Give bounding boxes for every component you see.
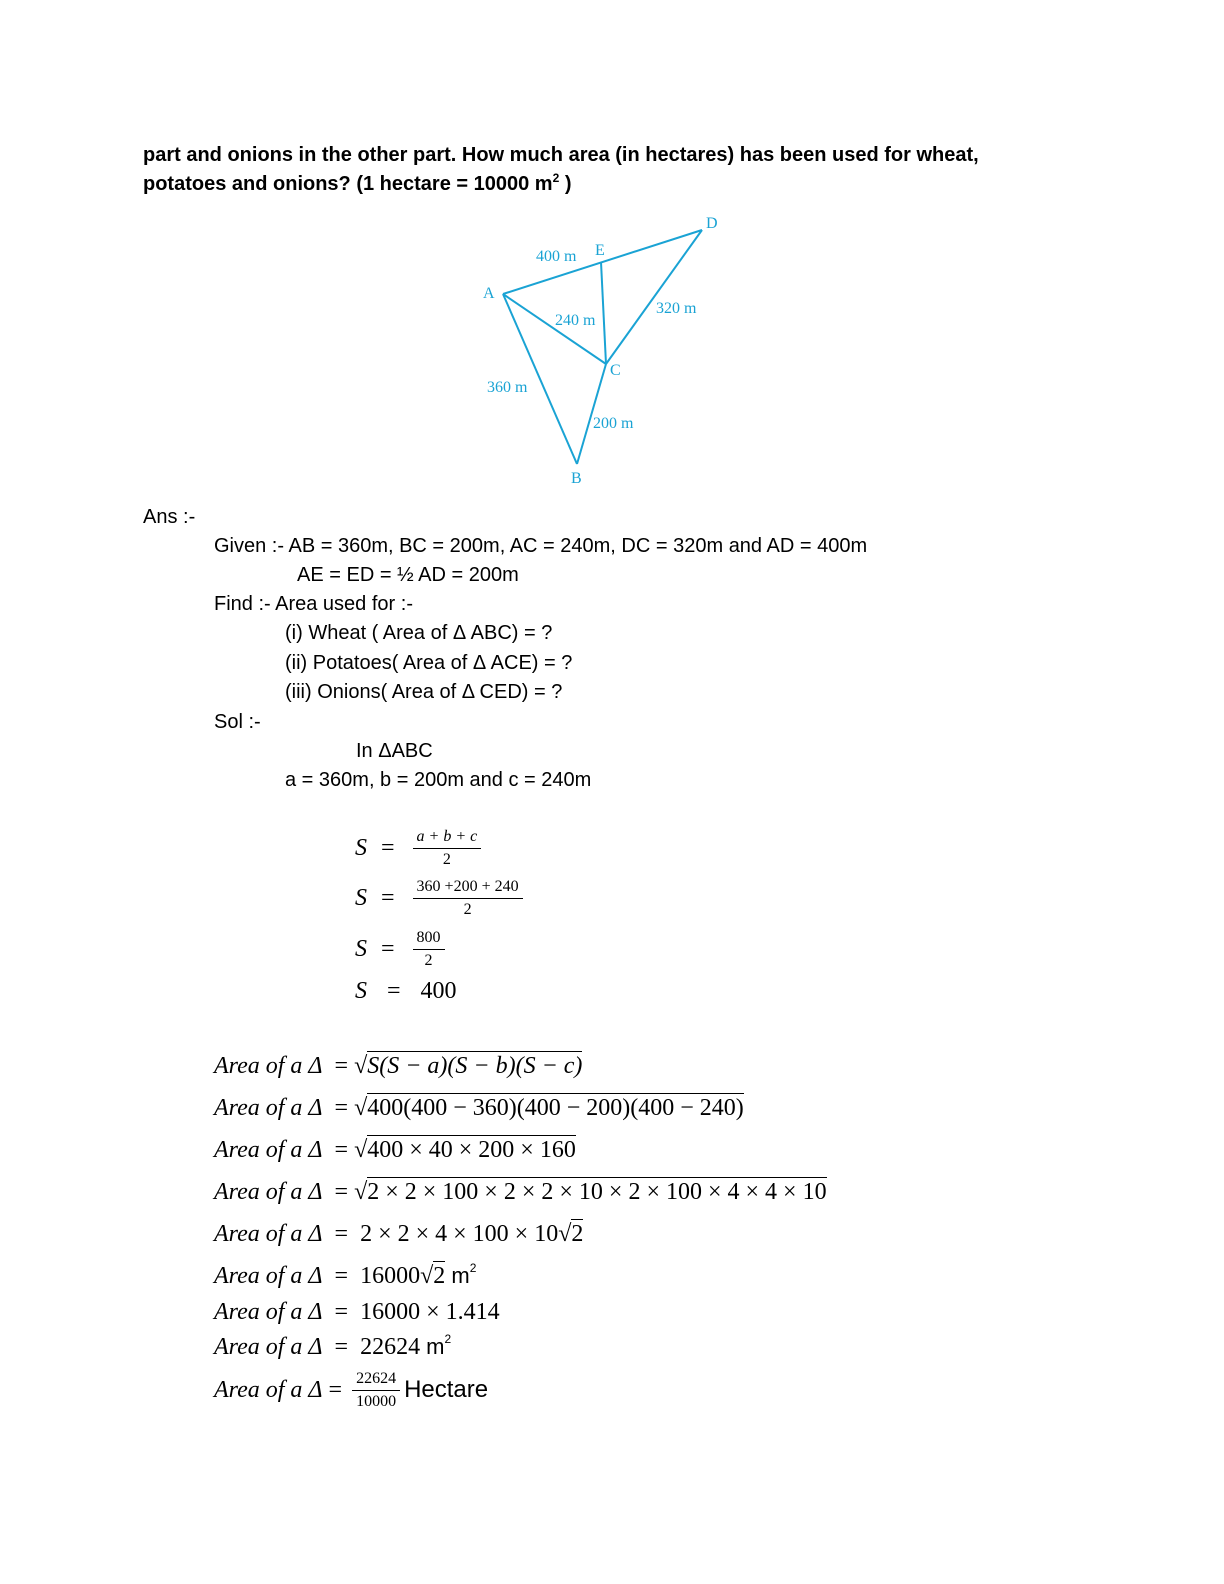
- radicand: 2: [571, 1221, 584, 1247]
- sqrt: √400(400 − 360)(400 − 200)(400 − 240): [354, 1095, 744, 1121]
- denominator: 2: [463, 900, 472, 918]
- denominator: 2: [442, 850, 451, 868]
- radicand: 2: [433, 1263, 446, 1289]
- equals: =: [334, 1179, 349, 1205]
- denominator: 2: [424, 951, 433, 969]
- point-c-label: C: [610, 362, 621, 379]
- in-triangle-line: In ΔABC: [356, 740, 433, 762]
- sqrt: √S(S − a)(S − b)(S − c): [354, 1053, 583, 1079]
- area-lhs: Area of a Δ: [214, 1095, 323, 1121]
- question-line-2: [143, 173, 571, 196]
- s-var: S: [355, 884, 367, 911]
- radicand: S(S − a)(S − b)(S − c): [367, 1053, 583, 1079]
- label-bc: 200 m: [593, 415, 634, 432]
- equals: =: [387, 978, 401, 1004]
- s-result: [355, 978, 457, 1005]
- unit-superscript: 2: [469, 1261, 477, 1275]
- question-text-end: ): [559, 173, 572, 195]
- s-var: S: [355, 935, 367, 962]
- unit: Hectare: [404, 1376, 489, 1403]
- point-b-label: B: [571, 470, 582, 487]
- radicand: 2 × 2 × 100 × 2 × 2 × 10 × 2 × 100 × 4 × 4 × 10: [367, 1179, 827, 1205]
- unit: m: [420, 1334, 445, 1359]
- area-step-1: [214, 1053, 582, 1080]
- area-lhs: Area of a Δ: [214, 1137, 323, 1163]
- equals: =: [334, 1095, 349, 1121]
- area-lhs: Area of a Δ: [214, 1179, 323, 1205]
- s-step-2: [355, 876, 527, 920]
- equals: =: [381, 935, 395, 962]
- area-step-7: [214, 1299, 500, 1326]
- s-var: S: [355, 834, 367, 861]
- area-step-8: [214, 1334, 451, 1361]
- fraction: [413, 828, 482, 869]
- s-value: 400: [420, 978, 457, 1004]
- area-step-9: [214, 1368, 488, 1412]
- area-lhs: Area of a Δ: [214, 1053, 323, 1079]
- area-step-6: [214, 1263, 476, 1290]
- fraction: [352, 1370, 400, 1411]
- numerator: 360 +200 + 240: [413, 878, 523, 899]
- triangle-figure: [470, 205, 740, 495]
- find-item-wheat: (i) Wheat ( Area of Δ ABC) = ?: [285, 622, 553, 644]
- equals: =: [334, 1334, 349, 1360]
- equals: =: [334, 1221, 349, 1247]
- label-cd: 320 m: [656, 300, 697, 317]
- label-ab: 360 m: [487, 379, 528, 396]
- fraction: [413, 878, 523, 919]
- area-step-3: [214, 1137, 576, 1164]
- label-ac: 240 m: [555, 312, 596, 329]
- sqrt: √2 × 2 × 100 × 2 × 2 × 10 × 2 × 100 × 4 × 4 × 10: [354, 1179, 827, 1205]
- equals: =: [334, 1299, 349, 1325]
- sides-line: a = 360m, b = 200m and c = 240m: [285, 769, 592, 791]
- equals: =: [381, 834, 395, 861]
- value: 16000 × 1.414: [360, 1299, 500, 1325]
- unit-superscript: 2: [444, 1332, 452, 1346]
- denominator: 10000: [356, 1392, 397, 1410]
- sqrt: √2: [558, 1221, 584, 1247]
- s-var: S: [355, 978, 367, 1004]
- area-step-5: [214, 1221, 583, 1248]
- ans-label: Ans :-: [143, 506, 196, 528]
- s-step-3: [355, 927, 449, 971]
- sol-label: Sol :-: [214, 711, 261, 733]
- point-a-label: A: [483, 285, 495, 302]
- superscript: 2: [552, 171, 560, 185]
- point-d-label: D: [706, 215, 718, 232]
- area-lhs: Area of a Δ: [214, 1263, 323, 1289]
- coefficient: 16000: [360, 1263, 421, 1289]
- area-lhs: Area of a Δ: [214, 1376, 323, 1403]
- area-lhs: Area of a Δ: [214, 1299, 323, 1325]
- value: 22624: [360, 1334, 421, 1360]
- numerator: a + b + c: [413, 828, 482, 849]
- equals: =: [334, 1137, 349, 1163]
- sqrt: √400 × 40 × 200 × 160: [354, 1137, 576, 1163]
- area-step-4: [214, 1179, 827, 1206]
- given-line: Given :- AB = 360m, BC = 200m, AC = 240m, DC = 320m and AD = 400m: [214, 535, 868, 557]
- find-item-potatoes: (ii) Potatoes( Area of Δ ACE) = ?: [285, 652, 573, 674]
- coefficient: 2 × 2 × 4 × 100 × 10: [360, 1221, 559, 1247]
- area-step-2: [214, 1095, 744, 1122]
- radicand: 400 × 40 × 200 × 160: [367, 1137, 576, 1163]
- radicand: 400(400 − 360)(400 − 200)(400 − 240): [367, 1095, 744, 1121]
- question-line-1: part and onions in the other part. How much area (in hectares) has been used for wheat,: [143, 144, 979, 166]
- fraction: [413, 929, 445, 970]
- s-step-1: [355, 826, 485, 870]
- question-text: potatoes and onions? (1 hectare = 10000 m: [143, 173, 553, 195]
- equals: =: [381, 884, 395, 911]
- label-ae: 400 m: [536, 248, 577, 265]
- equals: =: [334, 1053, 349, 1079]
- equals: =: [334, 1263, 349, 1289]
- numerator: 800: [413, 929, 445, 950]
- unit: m: [445, 1263, 470, 1288]
- area-lhs: Area of a Δ: [214, 1334, 323, 1360]
- find-line: Find :- Area used for :-: [214, 593, 413, 615]
- point-e-label: E: [595, 242, 605, 259]
- sqrt: √2: [420, 1263, 446, 1289]
- numerator: 22624: [352, 1370, 400, 1391]
- area-lhs: Area of a Δ: [214, 1221, 323, 1247]
- find-item-onions: (iii) Onions( Area of Δ CED) = ?: [285, 681, 563, 703]
- equals: =: [328, 1376, 343, 1403]
- given-line-2: AE = ED = ½ AD = 200m: [297, 564, 519, 586]
